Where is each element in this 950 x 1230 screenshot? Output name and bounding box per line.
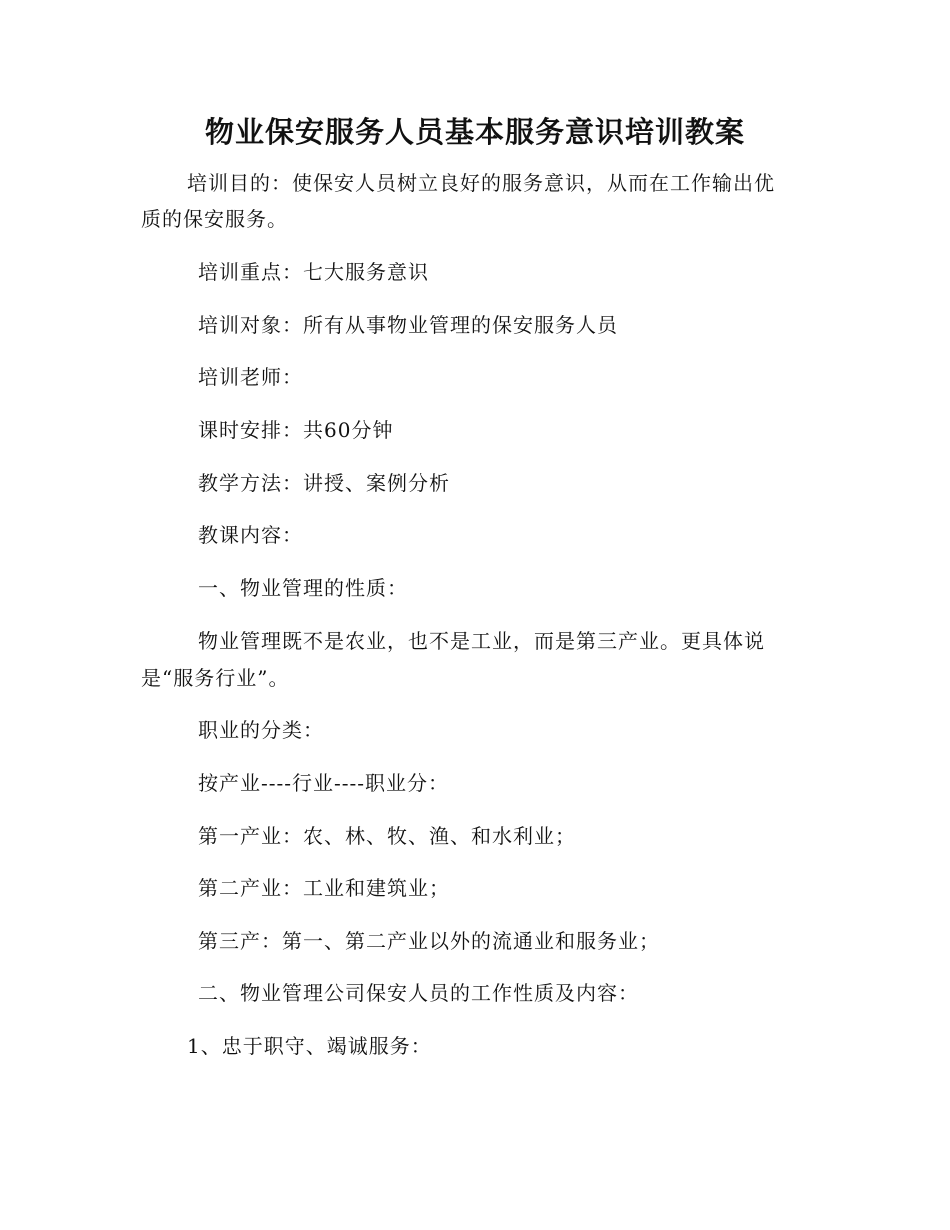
section-1-body-line-1: 物业管理既不是农业，也不是工业，而是第三产业。更具体说 — [198, 629, 765, 653]
intro-line-1: 培训目的：使保安人员树立良好的服务意识，从而在工作输出优 — [187, 171, 775, 195]
classification-label: 职业的分类： — [198, 718, 324, 742]
document-title: 物业保安服务人员基本服务意识培训教案 — [204, 115, 745, 149]
training-teacher: 培训老师： — [198, 365, 303, 389]
training-audience: 培训对象：所有从事物业管理的保安服务人员 — [198, 313, 618, 337]
training-focus: 培训重点：七大服务意识 — [198, 260, 429, 284]
section-1-heading: 一、物业管理的性质： — [198, 576, 408, 600]
teaching-method: 教学方法：讲授、案例分析 — [198, 471, 450, 495]
content-label: 教课内容： — [198, 523, 303, 547]
primary-industry: 第一产业：农、林、牧、渔、和水利业； — [198, 824, 576, 848]
section-2-heading: 二、物业管理公司保安人员的工作性质及内容： — [198, 981, 639, 1005]
secondary-industry: 第二产业：工业和建筑业； — [198, 876, 450, 900]
intro-line-2: 质的保安服务。 — [141, 207, 288, 231]
tertiary-industry: 第三产：第一、第二产业以外的流通业和服务业； — [198, 929, 660, 953]
classification-rule: 按产业----行业----职业分： — [198, 771, 450, 795]
section-1-body-line-2: 是“服务行业”。 — [141, 666, 290, 690]
item-1-heading: 1、忠于职守、竭诚服务： — [187, 1034, 432, 1058]
training-duration: 课时安排：共60分钟 — [198, 418, 394, 442]
